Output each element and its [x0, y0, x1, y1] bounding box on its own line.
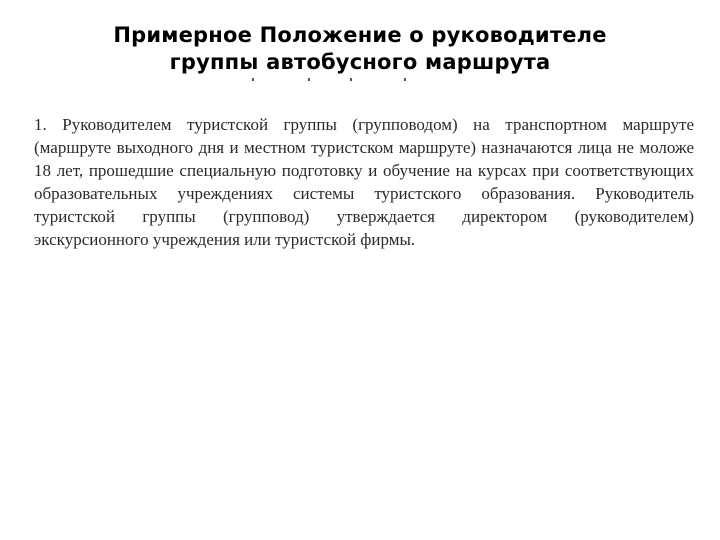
title-line-1: Примерное Положение о руководителе — [113, 23, 607, 47]
page-title — [0, 22, 720, 76]
scan-artifact-marks — [230, 78, 430, 82]
body-paragraph: 1. Руководителем туристской группы (групповодом) на транспортном маршруте (маршруте выходного дня и местном туристском маршруте) назначаются лица не моложе 18 лет, прошедшие специальную подготовку и обучение на курсах при соответствующих образовательных учреждениях системы туристского образования. Руководитель туристской группы (групповод) утверждается директором (руководителем) экскурсионного учреждения или туристской фирмы. — [34, 115, 694, 249]
title-line-2: группы автобусного маршрута — [169, 50, 551, 74]
